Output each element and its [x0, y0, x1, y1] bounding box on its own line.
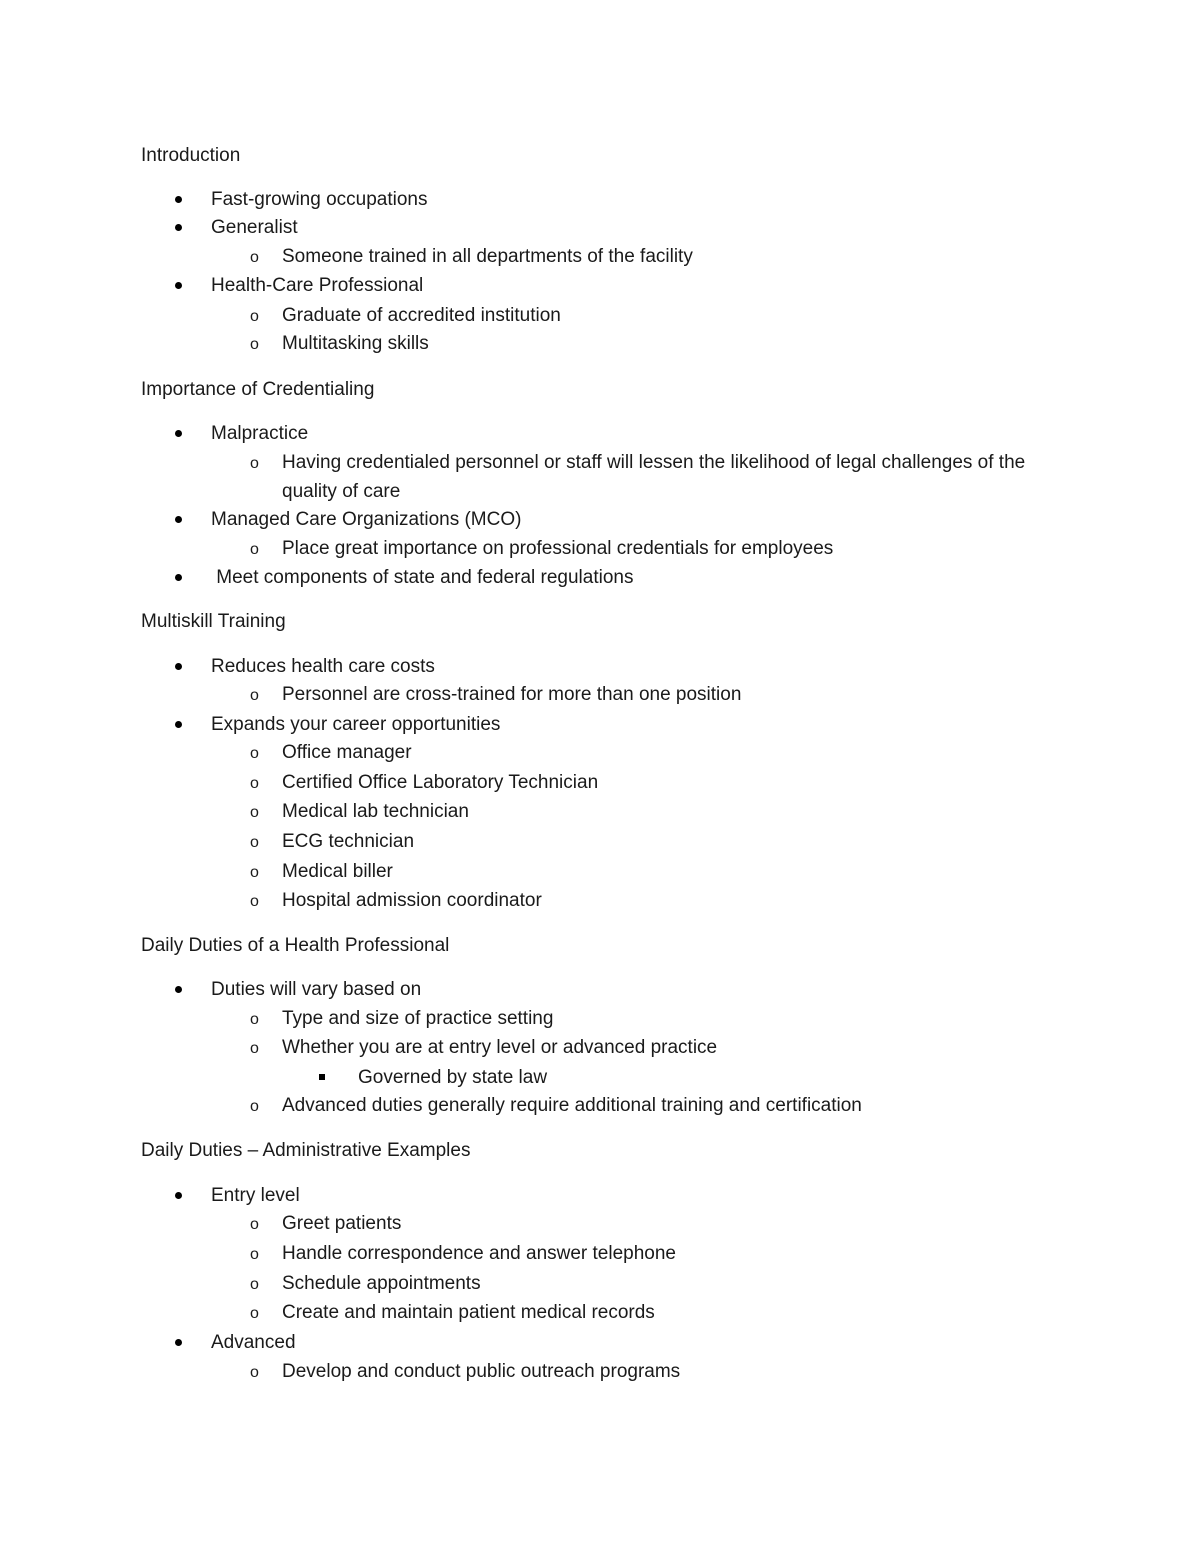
circle-bullet-icon: o: [250, 1011, 259, 1028]
list-item-text: Governed by state law: [358, 1067, 548, 1088]
list-item-text: Graduate of accredited institution: [282, 305, 561, 326]
list-item-text: Office manager: [282, 742, 412, 763]
list-item-text: Expands your career opportunities: [211, 714, 501, 735]
list-item-text: Malpractice: [211, 423, 309, 444]
section-heading: Importance of Credentialing: [141, 379, 375, 400]
section-heading: Introduction: [141, 145, 241, 166]
circle-bullet-icon: o: [250, 687, 259, 704]
list-item: [250, 684, 742, 706]
list-item: [250, 1095, 862, 1117]
list-item: [211, 656, 435, 678]
circle-bullet-icon: o: [250, 455, 259, 472]
list-item-text: Medical biller: [282, 861, 393, 882]
circle-bullet-icon: o: [250, 336, 259, 353]
list-item: [250, 890, 542, 912]
circle-bullet-icon: o: [250, 775, 259, 792]
list-item-text: Certified Office Laboratory Technician: [282, 772, 599, 793]
list-item-text: Multitasking skills: [282, 333, 429, 354]
list-item: [250, 831, 415, 853]
list-item: [358, 1067, 547, 1089]
list-item-text: Develop and conduct public outreach programs: [282, 1361, 681, 1382]
circle-bullet-icon: o: [250, 1364, 259, 1381]
list-item-text: Having credentialed personnel or staff will lessen the likelihood of legal challenges of the quality of care: [282, 452, 1026, 502]
list-item-text: Meet components of state and federal regulations: [211, 567, 634, 588]
list-item: [250, 1037, 718, 1059]
list-item: [250, 448, 1072, 506]
list-item: [250, 1273, 481, 1295]
list-item-text: Entry level: [211, 1185, 300, 1206]
list-item-text: Managed Care Organizations (MCO): [211, 509, 522, 530]
circle-bullet-icon: o: [250, 804, 259, 821]
circle-bullet-icon: o: [250, 745, 259, 762]
circle-bullet-icon: o: [250, 1216, 259, 1233]
section-heading: Multiskill Training: [141, 611, 286, 632]
list-item: [250, 1243, 676, 1265]
list-item-text: Someone trained in all departments of the facility: [282, 246, 693, 267]
circle-bullet-icon: o: [250, 541, 259, 558]
list-item-text: Generalist: [211, 217, 298, 238]
circle-bullet-icon: o: [250, 893, 259, 910]
list-item: [250, 801, 469, 823]
circle-bullet-icon: o: [250, 1276, 259, 1293]
list-item-text: Fast-growing occupations: [211, 189, 428, 210]
list-item-text: Place great importance on professional credentials for employees: [282, 538, 834, 559]
circle-bullet-icon: o: [250, 1305, 259, 1322]
list-item: [211, 1185, 300, 1207]
list-item: [211, 217, 298, 239]
list-item: [250, 333, 429, 355]
circle-bullet-icon: o: [250, 1040, 259, 1057]
list-item: [250, 1361, 681, 1383]
list-item-text: Greet patients: [282, 1213, 402, 1234]
list-item-text: Personnel are cross-trained for more than one position: [282, 684, 742, 705]
list-item-text: Hospital admission coordinator: [282, 890, 542, 911]
list-item: [250, 1302, 655, 1324]
list-item: [211, 567, 633, 589]
list-item: [250, 772, 599, 794]
circle-bullet-icon: o: [250, 834, 259, 851]
list-item: [211, 423, 308, 445]
list-item: [211, 979, 421, 1001]
list-item: [211, 714, 500, 736]
list-item-text: Health-Care Professional: [211, 275, 424, 296]
section-heading: Daily Duties of a Health Professional: [141, 935, 450, 956]
list-item: [211, 275, 423, 297]
list-item: [250, 246, 693, 268]
list-item-text: Create and maintain patient medical records: [282, 1302, 655, 1323]
list-item-text: Medical lab technician: [282, 801, 469, 822]
list-item-text: ECG technician: [282, 831, 415, 852]
circle-bullet-icon: o: [250, 864, 259, 881]
circle-bullet-icon: o: [250, 1246, 259, 1263]
list-item: [250, 861, 393, 883]
list-item: [250, 1008, 554, 1030]
list-item: [211, 509, 521, 531]
list-item-text: Duties will vary based on: [211, 979, 422, 1000]
circle-bullet-icon: o: [250, 308, 259, 325]
list-item-text: Whether you are at entry level or advanced practice: [282, 1037, 718, 1058]
list-item: [211, 1332, 296, 1354]
list-item-text: Handle correspondence and answer telephone: [282, 1243, 676, 1264]
list-item-text: Advanced: [211, 1332, 296, 1353]
list-item-text: Type and size of practice setting: [282, 1008, 554, 1029]
list-item: [250, 1213, 402, 1235]
list-item-text: Schedule appointments: [282, 1273, 481, 1294]
circle-bullet-icon: o: [250, 1098, 259, 1115]
list-item-text: Reduces health care costs: [211, 656, 435, 677]
list-item-text: Advanced duties generally require additional training and certification: [282, 1095, 862, 1116]
list-item: [250, 305, 561, 327]
circle-bullet-icon: o: [250, 249, 259, 266]
list-item: [250, 538, 834, 560]
list-item: [250, 742, 412, 764]
section-heading: Daily Duties – Administrative Examples: [141, 1140, 471, 1161]
list-item: [211, 189, 428, 211]
